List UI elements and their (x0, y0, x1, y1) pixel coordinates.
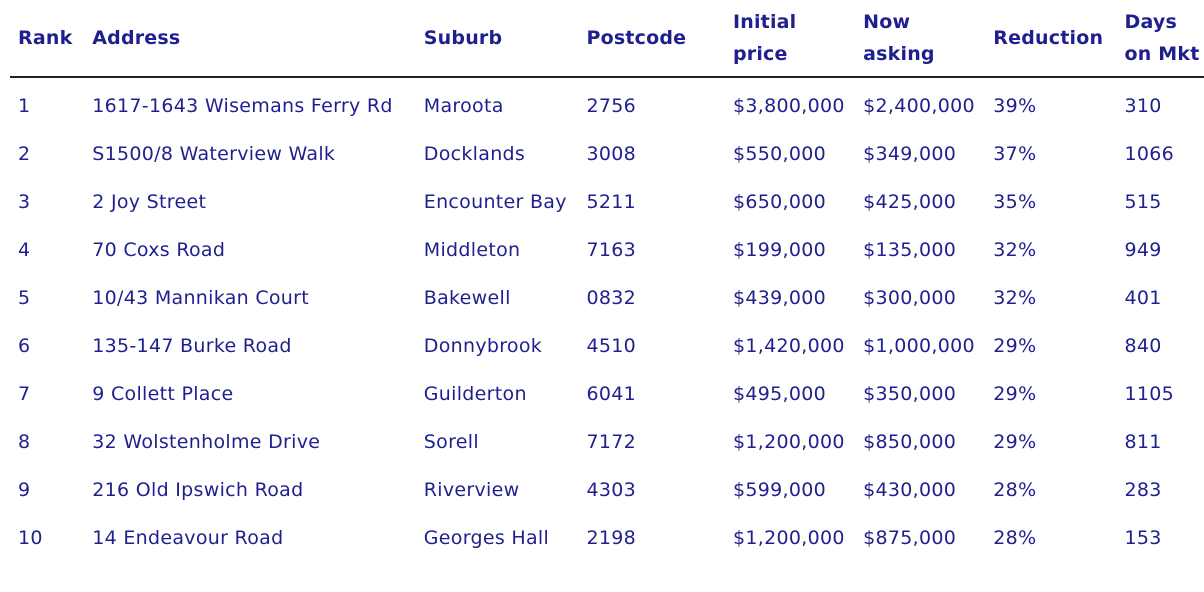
cell-postcode: 0832 (586, 287, 637, 309)
cell-reduction: 28% (993, 527, 1037, 549)
price-reduction-table-container (10, 0, 1204, 562)
cell-reduction: 28% (993, 479, 1037, 501)
cell-address: 14 Endeavour Road (92, 527, 284, 549)
cell-days-on-mkt: 153 (1124, 527, 1162, 549)
header-row (10, 0, 1204, 77)
cell-now-asking: $300,000 (863, 287, 957, 309)
header-days-on-mkt (1116, 0, 1204, 77)
cell-initial-price: $495,000 (732, 383, 827, 405)
header-reduction (985, 0, 1116, 77)
cell-initial-price: $1,420,000 (732, 335, 845, 357)
cell-now-asking: $349,000 (863, 143, 957, 165)
cell-address: 1617-1643 Wisemans Ferry Rd (92, 95, 393, 117)
cell-suburb: Georges Hall (423, 527, 550, 549)
cell-days-on-mkt: 1066 (1124, 143, 1175, 165)
header-suburb-label: Suburb (423, 27, 503, 49)
cell-rank: 10 (18, 527, 43, 549)
cell-address: 70 Coxs Road (92, 239, 226, 261)
cell-days-on-mkt: 840 (1124, 335, 1162, 357)
cell-suburb: Guilderton (423, 383, 527, 405)
table-row (10, 322, 1204, 370)
cell-address: 135-147 Burke Road (92, 335, 292, 357)
cell-postcode: 2198 (586, 527, 637, 549)
header-reduction-label: Reduction (993, 27, 1104, 49)
header-now-asking (855, 0, 985, 77)
cell-suburb: Bakewell (423, 287, 511, 309)
cell-reduction: 29% (993, 335, 1037, 357)
cell-days-on-mkt: 811 (1124, 431, 1162, 453)
cell-rank: 5 (18, 287, 31, 309)
cell-now-asking: $425,000 (863, 191, 957, 213)
cell-rank: 7 (18, 383, 31, 405)
header-postcode (579, 0, 725, 77)
cell-now-asking: $430,000 (863, 479, 957, 501)
table-row (10, 178, 1204, 226)
header-postcode-label: Postcode (586, 27, 687, 49)
cell-days-on-mkt: 401 (1124, 287, 1162, 309)
cell-suburb: Riverview (423, 479, 520, 501)
cell-address: 10/43 Mannikan Court (92, 287, 310, 309)
cell-now-asking: $875,000 (863, 527, 957, 549)
cell-suburb: Middleton (423, 239, 521, 261)
cell-now-asking: $1,000,000 (863, 335, 975, 357)
cell-reduction: 37% (993, 143, 1037, 165)
cell-rank: 2 (18, 143, 31, 165)
cell-reduction: 32% (993, 287, 1037, 309)
cell-days-on-mkt: 949 (1124, 239, 1162, 261)
cell-initial-price: $199,000 (732, 239, 827, 261)
header-address-label: Address (92, 27, 181, 49)
header-days-on-mkt-line1: Days (1124, 11, 1177, 33)
cell-address: 32 Wolstenholme Drive (92, 431, 321, 453)
table-row (10, 274, 1204, 322)
cell-initial-price: $1,200,000 (732, 527, 845, 549)
table-body (10, 77, 1204, 562)
table-row (10, 77, 1204, 130)
table-row (10, 466, 1204, 514)
cell-reduction: 29% (993, 383, 1037, 405)
cell-initial-price: $1,200,000 (732, 431, 845, 453)
cell-suburb: Encounter Bay (423, 191, 567, 213)
cell-rank: 6 (18, 335, 31, 357)
table-row (10, 130, 1204, 178)
cell-reduction: 35% (993, 191, 1037, 213)
table-row (10, 226, 1204, 274)
header-initial-price (725, 0, 855, 77)
cell-postcode: 2756 (586, 95, 637, 117)
header-now-asking-line1: Now (863, 11, 911, 33)
header-initial-price-line1: Initial (732, 11, 797, 33)
cell-address: 2 Joy Street (92, 191, 207, 213)
header-now-asking-line2: asking (863, 43, 935, 65)
header-rank-label: Rank (18, 27, 73, 49)
cell-suburb: Docklands (423, 143, 526, 165)
cell-days-on-mkt: 1105 (1124, 383, 1175, 405)
cell-initial-price: $650,000 (732, 191, 827, 213)
cell-initial-price: $599,000 (732, 479, 827, 501)
cell-initial-price: $439,000 (732, 287, 827, 309)
header-days-on-mkt-line2: on Mkt (1124, 43, 1200, 65)
table-row (10, 418, 1204, 466)
cell-postcode: 4510 (586, 335, 637, 357)
price-reduction-table (10, 0, 1204, 562)
table-row (10, 370, 1204, 418)
cell-reduction: 39% (993, 95, 1037, 117)
cell-initial-price: $550,000 (732, 143, 827, 165)
header-rank (10, 0, 84, 77)
cell-days-on-mkt: 283 (1124, 479, 1162, 501)
header-address (84, 0, 416, 77)
cell-now-asking: $2,400,000 (863, 95, 975, 117)
cell-rank: 3 (18, 191, 31, 213)
cell-suburb: Maroota (423, 95, 504, 117)
cell-postcode: 4303 (586, 479, 637, 501)
cell-days-on-mkt: 310 (1124, 95, 1162, 117)
cell-postcode: 7163 (586, 239, 637, 261)
cell-reduction: 29% (993, 431, 1037, 453)
cell-postcode: 6041 (586, 383, 637, 405)
cell-rank: 8 (18, 431, 31, 453)
cell-postcode: 3008 (586, 143, 637, 165)
cell-initial-price: $3,800,000 (732, 95, 845, 117)
cell-now-asking: $135,000 (863, 239, 957, 261)
cell-postcode: 7172 (586, 431, 637, 453)
cell-address: 9 Collett Place (92, 383, 234, 405)
cell-now-asking: $850,000 (863, 431, 957, 453)
cell-address: 216 Old Ipswich Road (92, 479, 304, 501)
cell-suburb: Donnybrook (423, 335, 543, 357)
cell-rank: 4 (18, 239, 31, 261)
cell-now-asking: $350,000 (863, 383, 957, 405)
cell-postcode: 5211 (586, 191, 637, 213)
header-suburb (416, 0, 579, 77)
cell-days-on-mkt: 515 (1124, 191, 1162, 213)
table-row (10, 514, 1204, 562)
cell-rank: 1 (18, 95, 31, 117)
cell-reduction: 32% (993, 239, 1037, 261)
header-initial-price-line2: price (732, 43, 788, 65)
cell-address: S1500/8 Waterview Walk (92, 143, 336, 165)
table-header (10, 0, 1204, 77)
cell-suburb: Sorell (423, 431, 479, 453)
cell-rank: 9 (18, 479, 31, 501)
